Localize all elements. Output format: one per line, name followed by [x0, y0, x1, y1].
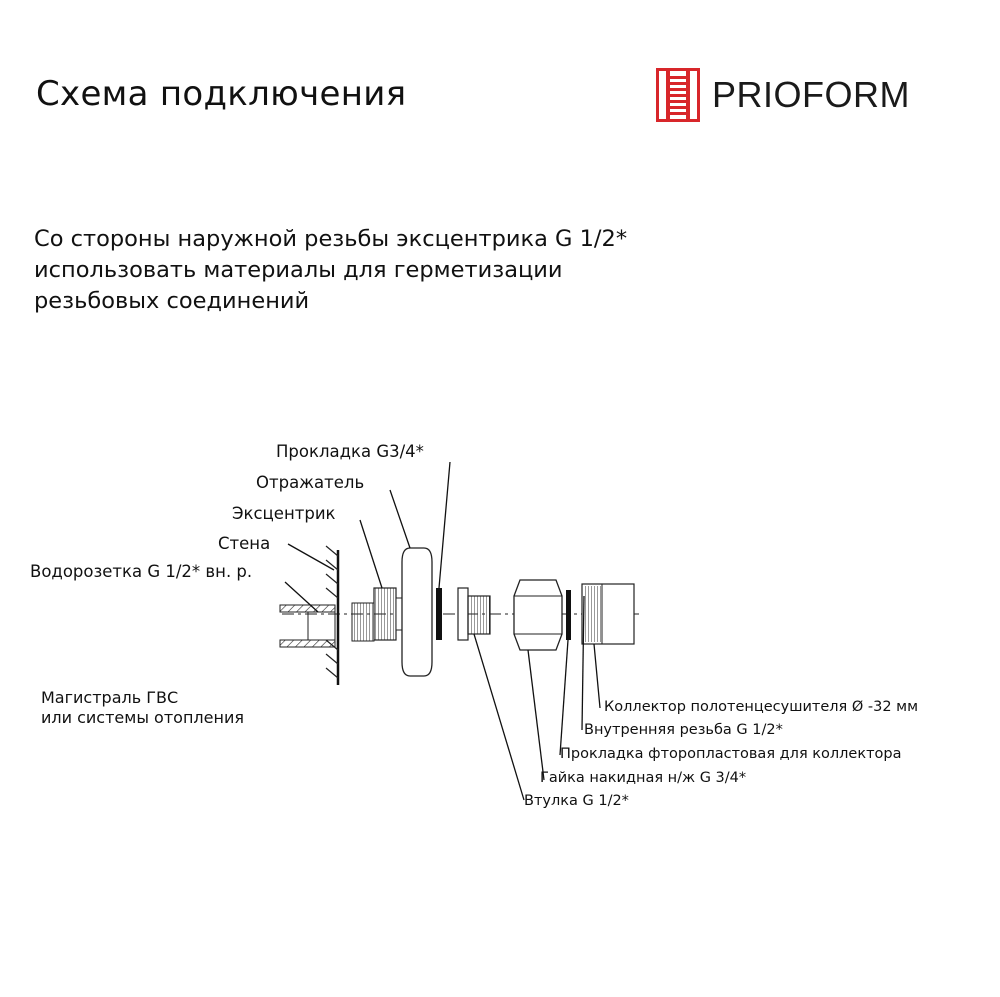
- label-inner-thread: Внутренняя резьба G 1/2*: [584, 722, 783, 738]
- outlet-fitting: [352, 603, 374, 641]
- leader-collector: [594, 644, 600, 708]
- label-gasket: Прокладка G3/4*: [276, 442, 424, 461]
- leader-reflector: [390, 490, 410, 548]
- label-wall: Стена: [218, 534, 271, 553]
- sleeve: [458, 588, 490, 640]
- note-line: Со стороны наружной резьбы эксцентрика G 1/2*: [34, 226, 628, 252]
- label-outlet: Водорозетка G 1/2* вн. р.: [30, 562, 253, 581]
- leader-sleeve: [474, 634, 524, 800]
- leader-nut: [528, 650, 544, 780]
- note-line: использовать материалы для герметизации: [34, 257, 563, 283]
- eccentric: [374, 588, 406, 640]
- gasket: [436, 588, 442, 640]
- label-sleeve: Втулка G 1/2*: [524, 793, 629, 809]
- label-nut: Гайка накидная н/ж G 3/4*: [540, 770, 747, 786]
- leader-ptfe: [560, 640, 568, 755]
- label-collector: Коллектор полотенцесушителя Ø -32 мм: [604, 699, 919, 715]
- collector: [582, 584, 634, 644]
- label-main-line: [41, 688, 244, 728]
- leader-gasket: [439, 462, 450, 588]
- ptfe-gasket: [566, 590, 571, 640]
- label-ptfe-gasket: Прокладка фторопластовая для коллектора: [560, 746, 902, 762]
- label-main-line-2: или системы отопления: [41, 708, 244, 727]
- label-eccentric: Эксцентрик: [232, 504, 336, 523]
- brand-name: PRIOFORM: [712, 74, 910, 115]
- reflector: [402, 548, 432, 676]
- label-main-line-1: Магистраль ГВС: [41, 688, 179, 707]
- note-line: резьбовых соединений: [34, 288, 310, 314]
- leader-eccentric: [360, 520, 382, 588]
- leader-wall: [288, 544, 334, 570]
- union-nut: [514, 580, 562, 650]
- page-title: Схема подключения: [36, 74, 407, 114]
- label-reflector: Отражатель: [256, 473, 365, 492]
